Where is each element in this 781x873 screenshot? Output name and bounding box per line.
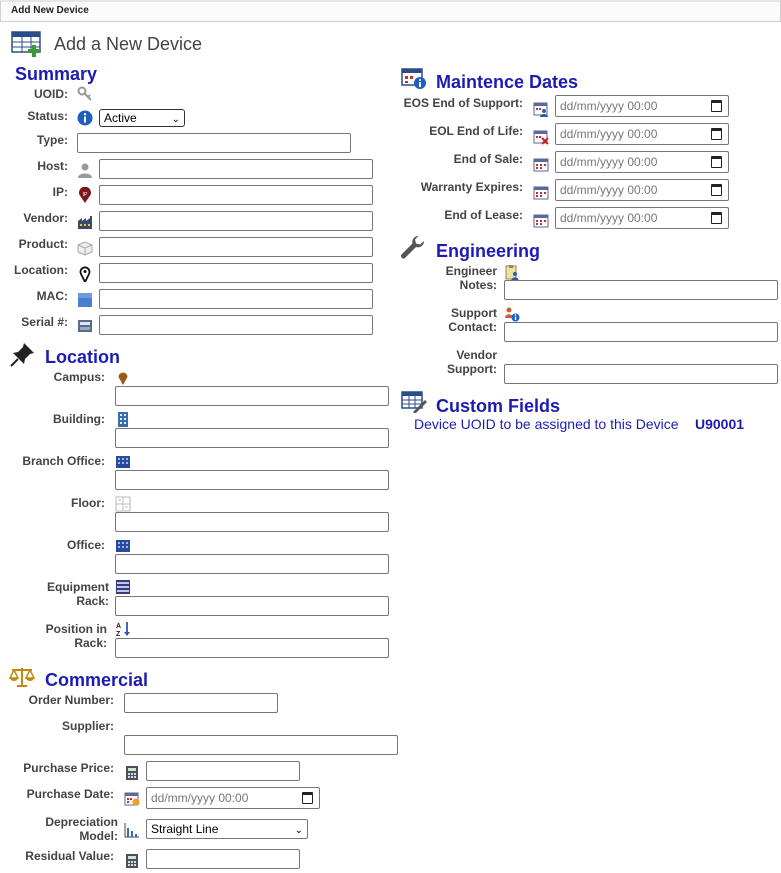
calendar-info-icon bbox=[401, 68, 427, 90]
vendor-label: Vendor: bbox=[23, 211, 68, 225]
purchase-price-label: Purchase Price: bbox=[23, 761, 114, 775]
svg-text:Z: Z bbox=[116, 631, 121, 637]
end-of-lease-date-input[interactable] bbox=[555, 207, 729, 229]
product-label: Product: bbox=[18, 237, 68, 251]
summary-heading: Summary bbox=[15, 64, 98, 84]
product-input[interactable] bbox=[99, 237, 373, 257]
campus-input[interactable] bbox=[115, 386, 389, 406]
calendar-add-icon bbox=[124, 791, 140, 812]
barcode-icon bbox=[77, 318, 93, 339]
eos-label: EOS End of Support: bbox=[403, 96, 523, 110]
user-icon bbox=[77, 162, 93, 183]
serial-input[interactable] bbox=[99, 315, 373, 335]
eos-date-input[interactable] bbox=[555, 95, 729, 117]
office-input[interactable] bbox=[115, 554, 389, 574]
calendar-icon[interactable] bbox=[711, 128, 722, 140]
table-edit-icon bbox=[401, 391, 427, 413]
host-label: Host: bbox=[37, 159, 68, 173]
engineer-notes-input[interactable] bbox=[504, 280, 778, 300]
order-number-input[interactable] bbox=[124, 693, 278, 713]
ip-label: IP: bbox=[52, 185, 68, 199]
vendor-input[interactable] bbox=[99, 211, 373, 231]
chevron-down-icon: ⌄ bbox=[171, 114, 180, 125]
factory-icon bbox=[77, 214, 93, 235]
purchase-price-input[interactable] bbox=[146, 761, 300, 781]
equipment-rack-label-line2: Rack: bbox=[76, 594, 109, 608]
vendor-support-input[interactable] bbox=[504, 364, 778, 384]
end-of-sale-date-placeholder: dd/mm/yyyy 00:00 bbox=[560, 155, 658, 169]
location-heading: Location bbox=[45, 347, 120, 367]
eos-date-placeholder: dd/mm/yyyy 00:00 bbox=[560, 99, 658, 113]
status-label: Status: bbox=[27, 109, 68, 123]
vendor-support-label-line2: Support: bbox=[447, 362, 497, 376]
vendor-support-label-line1: Vendor bbox=[456, 348, 497, 362]
ip-input[interactable] bbox=[99, 185, 373, 205]
end-of-lease-date-placeholder: dd/mm/yyyy 00:00 bbox=[560, 211, 658, 225]
residual-value-input[interactable] bbox=[146, 849, 300, 869]
window-tab-title: Add New Device bbox=[11, 5, 89, 16]
location-pin-icon bbox=[77, 266, 93, 287]
end-of-sale-date-input[interactable] bbox=[555, 151, 729, 173]
depreciation-model-value: Straight Line bbox=[151, 822, 219, 836]
branch-office-label: Branch Office: bbox=[22, 454, 105, 468]
depreciation-model-select[interactable] bbox=[146, 819, 308, 839]
calendar-icon[interactable] bbox=[711, 156, 722, 168]
custom-fields-heading: Custom Fields bbox=[436, 396, 561, 416]
end-of-lease-label: End of Lease: bbox=[444, 208, 523, 222]
position-in-rack-label bbox=[0, 622, 107, 650]
purchase-date-placeholder: dd/mm/yyyy 00:00 bbox=[151, 791, 249, 805]
purchase-date-label: Purchase Date: bbox=[26, 787, 114, 801]
bar-chart-icon bbox=[124, 822, 140, 843]
location-input[interactable] bbox=[99, 263, 373, 283]
status-select[interactable] bbox=[99, 109, 185, 127]
calendar-icon bbox=[533, 185, 549, 206]
serial-label: Serial #: bbox=[21, 315, 68, 329]
eol-label: EOL End of Life: bbox=[429, 124, 523, 138]
page-title: Add a New Device bbox=[54, 34, 203, 54]
calculator-icon bbox=[124, 765, 140, 786]
calendar-delete-icon bbox=[533, 129, 549, 150]
equipment-rack-label-line1: Equipment bbox=[47, 580, 109, 594]
engineer-notes-label-line2: Notes: bbox=[459, 278, 497, 292]
branch-office-input[interactable] bbox=[115, 470, 389, 490]
eol-date-input[interactable] bbox=[555, 123, 729, 145]
key-icon bbox=[77, 86, 93, 107]
eol-date-placeholder: dd/mm/yyyy 00:00 bbox=[560, 127, 658, 141]
calendar-icon[interactable] bbox=[302, 792, 313, 804]
equipment-rack-label bbox=[0, 580, 109, 608]
support-contact-label-line2: Contact: bbox=[448, 320, 497, 334]
office-label: Office: bbox=[66, 538, 105, 552]
device-uoid-text: Device UOID to be assigned to this Device bbox=[414, 416, 679, 432]
depreciation-model-label-line1: Depreciation bbox=[45, 815, 118, 829]
mac-square-icon bbox=[77, 292, 93, 313]
purchase-date-input[interactable] bbox=[146, 787, 320, 809]
info-icon bbox=[77, 110, 93, 131]
svg-text:IP: IP bbox=[82, 192, 88, 198]
location-label: Location: bbox=[14, 263, 68, 277]
add-table-icon bbox=[11, 30, 43, 58]
warranty-expires-label: Warranty Expires: bbox=[420, 180, 523, 194]
commercial-heading: Commercial bbox=[45, 670, 149, 690]
depreciation-model-label-line2: Model: bbox=[79, 829, 118, 843]
ip-pin-icon bbox=[77, 187, 93, 208]
order-number-label: Order Number: bbox=[28, 693, 114, 707]
uoid-label: UOID: bbox=[34, 87, 68, 101]
warranty-expires-date-placeholder: dd/mm/yyyy 00:00 bbox=[560, 183, 658, 197]
residual-value-label: Residual Value: bbox=[25, 849, 114, 863]
status-select-value: Active bbox=[104, 111, 137, 125]
calendar-user-icon bbox=[533, 101, 549, 122]
support-contact-input[interactable] bbox=[504, 322, 778, 342]
mac-label: MAC: bbox=[36, 289, 68, 303]
position-in-rack-label-line2: Rack: bbox=[74, 636, 107, 650]
chevron-down-icon: ⌄ bbox=[294, 825, 303, 836]
supplier-input[interactable] bbox=[124, 735, 398, 755]
engineering-heading: Engineering bbox=[436, 241, 541, 261]
engineer-notes-label-line1: Engineer bbox=[445, 264, 497, 278]
mac-input[interactable] bbox=[99, 289, 373, 309]
wrench-icon bbox=[400, 235, 426, 261]
calendar-icon bbox=[533, 213, 549, 234]
window-tab[interactable] bbox=[0, 0, 781, 22]
depreciation-model-label bbox=[0, 815, 118, 843]
maintenance-heading: Maintence Dates bbox=[436, 72, 579, 92]
equipment-rack-input[interactable] bbox=[115, 596, 389, 616]
calendar-icon bbox=[533, 157, 549, 178]
type-input[interactable] bbox=[77, 133, 351, 153]
type-label: Type: bbox=[36, 133, 68, 147]
vendor-support-label bbox=[390, 348, 497, 376]
support-contact-label-line1: Support bbox=[451, 306, 497, 320]
position-in-rack-input[interactable] bbox=[115, 638, 389, 658]
calculator-icon bbox=[124, 853, 140, 873]
floor-input[interactable] bbox=[115, 512, 389, 532]
support-contact-label bbox=[390, 306, 497, 334]
campus-label: Campus: bbox=[53, 370, 105, 384]
position-in-rack-label-line1: Position in bbox=[45, 622, 107, 636]
warranty-expires-date-input[interactable] bbox=[555, 179, 729, 201]
box-icon bbox=[77, 240, 93, 261]
end-of-sale-label: End of Sale: bbox=[453, 152, 523, 166]
svg-text:A: A bbox=[116, 623, 122, 630]
scales-icon bbox=[9, 666, 35, 688]
floor-label: Floor: bbox=[71, 496, 105, 510]
calendar-icon[interactable] bbox=[711, 100, 722, 112]
pushpin-icon bbox=[10, 341, 36, 367]
host-input[interactable] bbox=[99, 159, 373, 179]
calendar-icon[interactable] bbox=[711, 184, 722, 196]
building-input[interactable] bbox=[115, 428, 389, 448]
engineer-notes-label bbox=[390, 264, 497, 292]
building-label: Building: bbox=[53, 412, 105, 426]
calendar-icon[interactable] bbox=[711, 212, 722, 224]
supplier-label: Supplier: bbox=[61, 719, 114, 733]
device-uoid-value: U90001 bbox=[695, 416, 745, 432]
